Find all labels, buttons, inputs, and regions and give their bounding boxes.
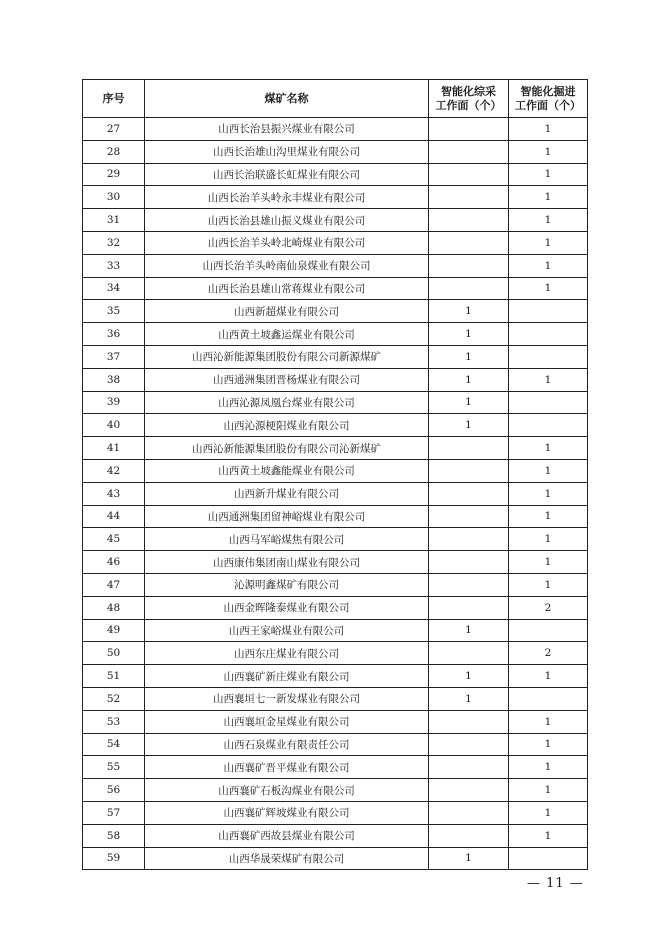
cell-mine-name: 山西襄矿辉坡煤业有限公司	[145, 801, 429, 824]
cell-no: 54	[83, 733, 145, 756]
table-row	[83, 459, 588, 482]
cell-mine-name: 山西黄土坡鑫运煤业有限公司	[145, 323, 429, 346]
cell-fully-mechanized-count	[429, 733, 509, 756]
cell-excavation-count: 2	[509, 642, 588, 665]
cell-excavation-count: 1	[509, 186, 588, 209]
cell-excavation-count: 1	[509, 437, 588, 460]
cell-excavation-count	[509, 687, 588, 710]
cell-mine-name: 山西长治联盛长虹煤业有限公司	[145, 163, 429, 186]
page-number: — 11 —	[527, 876, 584, 891]
cell-mine-name: 沁源明鑫煤矿有限公司	[145, 573, 429, 596]
cell-excavation-count	[509, 300, 588, 323]
cell-no: 49	[83, 619, 145, 642]
cell-mine-name: 山西马军峪煤焦有限公司	[145, 528, 429, 551]
cell-excavation-count: 1	[509, 710, 588, 733]
cell-mine-name: 山西长治县雄山振义煤业有限公司	[145, 209, 429, 232]
table-row	[83, 163, 588, 186]
cell-excavation-count: 1	[509, 459, 588, 482]
cell-mine-name: 山西东庄煤业有限公司	[145, 642, 429, 665]
cell-fully-mechanized-count	[429, 710, 509, 733]
cell-no: 43	[83, 482, 145, 505]
cell-no: 56	[83, 779, 145, 802]
cell-excavation-count: 1	[509, 551, 588, 574]
cell-mine-name: 山西襄垣七一新发煤业有限公司	[145, 687, 429, 710]
cell-fully-mechanized-count	[429, 209, 509, 232]
table-row	[83, 118, 588, 141]
table-row	[83, 437, 588, 460]
cell-excavation-count: 1	[509, 163, 588, 186]
cell-excavation-count: 2	[509, 596, 588, 619]
cell-fully-mechanized-count	[429, 437, 509, 460]
cell-mine-name: 山西长治县雄山常蒋煤业有限公司	[145, 277, 429, 300]
header-fully-mechanized-line1: 智能化综采	[441, 84, 496, 98]
cell-fully-mechanized-count: 1	[429, 619, 509, 642]
cell-fully-mechanized-count	[429, 163, 509, 186]
table-row	[83, 186, 588, 209]
table-row	[83, 779, 588, 802]
table-body	[83, 118, 588, 870]
cell-fully-mechanized-count	[429, 801, 509, 824]
cell-mine-name: 山西襄矿晋平煤业有限公司	[145, 756, 429, 779]
table-row	[83, 140, 588, 163]
cell-excavation-count: 1	[509, 118, 588, 141]
cell-excavation-count	[509, 323, 588, 346]
cell-mine-name: 山西石泉煤业有限责任公司	[145, 733, 429, 756]
cell-fully-mechanized-count: 1	[429, 368, 509, 391]
cell-no: 31	[83, 209, 145, 232]
cell-fully-mechanized-count	[429, 118, 509, 141]
header-row	[83, 80, 588, 118]
cell-excavation-count: 1	[509, 528, 588, 551]
cell-no: 36	[83, 323, 145, 346]
cell-no: 34	[83, 277, 145, 300]
cell-mine-name: 山西新超煤业有限公司	[145, 300, 429, 323]
cell-fully-mechanized-count	[429, 596, 509, 619]
table-row	[83, 323, 588, 346]
coal-mine-table	[82, 79, 588, 870]
cell-mine-name: 山西长治羊头岭北崎煤业有限公司	[145, 231, 429, 254]
cell-excavation-count: 1	[509, 824, 588, 847]
header-excavation-line2: 工作面（个）	[515, 98, 581, 112]
cell-no: 27	[83, 118, 145, 141]
cell-no: 33	[83, 254, 145, 277]
cell-excavation-count: 1	[509, 756, 588, 779]
cell-excavation-count	[509, 391, 588, 414]
cell-fully-mechanized-count: 1	[429, 300, 509, 323]
cell-excavation-count: 1	[509, 254, 588, 277]
cell-excavation-count: 1	[509, 505, 588, 528]
cell-fully-mechanized-count	[429, 482, 509, 505]
cell-fully-mechanized-count	[429, 254, 509, 277]
cell-mine-name: 山西沁新能源集团股份有限公司新源煤矿	[145, 345, 429, 368]
cell-fully-mechanized-count	[429, 551, 509, 574]
cell-excavation-count: 1	[509, 140, 588, 163]
header-name	[145, 80, 429, 118]
table-row	[83, 847, 588, 870]
cell-no: 51	[83, 665, 145, 688]
cell-excavation-count: 1	[509, 779, 588, 802]
table-row	[83, 368, 588, 391]
table-row	[83, 277, 588, 300]
table-row	[83, 824, 588, 847]
cell-excavation-count	[509, 619, 588, 642]
table-row	[83, 391, 588, 414]
cell-mine-name: 山西通洲集团留神峪煤业有限公司	[145, 505, 429, 528]
cell-mine-name: 山西沁源梗阳煤业有限公司	[145, 414, 429, 437]
cell-mine-name: 山西康伟集团南山煤业有限公司	[145, 551, 429, 574]
table-row	[83, 345, 588, 368]
table-row	[83, 619, 588, 642]
cell-no: 46	[83, 551, 145, 574]
table-row	[83, 551, 588, 574]
cell-fully-mechanized-count: 1	[429, 665, 509, 688]
cell-no: 50	[83, 642, 145, 665]
cell-no: 39	[83, 391, 145, 414]
cell-mine-name: 山西长治羊头岭南仙泉煤业有限公司	[145, 254, 429, 277]
header-fully-mechanized	[429, 80, 509, 118]
table-row	[83, 528, 588, 551]
cell-mine-name: 山西通洲集团晋杨煤业有限公司	[145, 368, 429, 391]
cell-mine-name: 山西襄矿新庄煤业有限公司	[145, 665, 429, 688]
cell-no: 57	[83, 801, 145, 824]
cell-fully-mechanized-count	[429, 231, 509, 254]
table-row	[83, 665, 588, 688]
table-row	[83, 596, 588, 619]
cell-no: 45	[83, 528, 145, 551]
cell-fully-mechanized-count	[429, 756, 509, 779]
cell-no: 58	[83, 824, 145, 847]
cell-mine-name: 山西新升煤业有限公司	[145, 482, 429, 505]
cell-mine-name: 山西襄垣金星煤业有限公司	[145, 710, 429, 733]
table-row	[83, 801, 588, 824]
cell-excavation-count: 1	[509, 573, 588, 596]
header-no	[83, 80, 145, 118]
cell-fully-mechanized-count: 1	[429, 323, 509, 346]
cell-excavation-count: 1	[509, 482, 588, 505]
cell-no: 44	[83, 505, 145, 528]
table-row	[83, 642, 588, 665]
cell-fully-mechanized-count: 1	[429, 847, 509, 870]
cell-excavation-count: 1	[509, 368, 588, 391]
cell-no: 41	[83, 437, 145, 460]
cell-no: 38	[83, 368, 145, 391]
cell-fully-mechanized-count	[429, 505, 509, 528]
cell-no: 30	[83, 186, 145, 209]
cell-excavation-count: 1	[509, 733, 588, 756]
cell-fully-mechanized-count	[429, 459, 509, 482]
cell-mine-name: 山西沁源凤凰台煤业有限公司	[145, 391, 429, 414]
cell-no: 59	[83, 847, 145, 870]
cell-mine-name: 山西王家峪煤业有限公司	[145, 619, 429, 642]
cell-fully-mechanized-count	[429, 824, 509, 847]
cell-fully-mechanized-count	[429, 642, 509, 665]
cell-no: 52	[83, 687, 145, 710]
cell-mine-name: 山西沁新能源集团股份有限公司沁新煤矿	[145, 437, 429, 460]
cell-no: 53	[83, 710, 145, 733]
cell-no: 32	[83, 231, 145, 254]
cell-fully-mechanized-count	[429, 186, 509, 209]
cell-fully-mechanized-count: 1	[429, 391, 509, 414]
table-row	[83, 505, 588, 528]
cell-mine-name: 山西长治县振兴煤业有限公司	[145, 118, 429, 141]
cell-fully-mechanized-count: 1	[429, 687, 509, 710]
cell-excavation-count: 1	[509, 209, 588, 232]
cell-fully-mechanized-count	[429, 573, 509, 596]
cell-no: 35	[83, 300, 145, 323]
cell-excavation-count: 1	[509, 801, 588, 824]
header-excavation	[509, 80, 588, 118]
cell-no: 37	[83, 345, 145, 368]
table-row	[83, 482, 588, 505]
table-row	[83, 414, 588, 437]
cell-mine-name: 山西长治羊头岭永丰煤业有限公司	[145, 186, 429, 209]
table-row	[83, 756, 588, 779]
table-row	[83, 254, 588, 277]
table-row	[83, 300, 588, 323]
table-row	[83, 231, 588, 254]
table-row	[83, 209, 588, 232]
cell-excavation-count: 1	[509, 277, 588, 300]
cell-fully-mechanized-count	[429, 277, 509, 300]
cell-fully-mechanized-count: 1	[429, 414, 509, 437]
cell-mine-name: 山西黄土坡鑫能煤业有限公司	[145, 459, 429, 482]
cell-excavation-count	[509, 345, 588, 368]
header-fully-mechanized-line2: 工作面（个）	[435, 98, 502, 112]
table-row	[83, 733, 588, 756]
table-row	[83, 573, 588, 596]
header-excavation-line1: 智能化掘进	[520, 84, 576, 98]
cell-excavation-count: 1	[509, 231, 588, 254]
header-name-label: 煤矿名称	[264, 91, 309, 105]
cell-no: 48	[83, 596, 145, 619]
cell-excavation-count: 1	[509, 665, 588, 688]
cell-excavation-count	[509, 847, 588, 870]
cell-no: 29	[83, 163, 145, 186]
cell-no: 28	[83, 140, 145, 163]
table-row	[83, 687, 588, 710]
cell-mine-name: 山西金晖隆泰煤业有限公司	[145, 596, 429, 619]
cell-fully-mechanized-count	[429, 140, 509, 163]
table-header	[83, 80, 588, 118]
cell-fully-mechanized-count	[429, 779, 509, 802]
cell-no: 47	[83, 573, 145, 596]
cell-mine-name: 山西华晟荣煤矿有限公司	[145, 847, 429, 870]
table-row	[83, 710, 588, 733]
cell-excavation-count	[509, 414, 588, 437]
cell-fully-mechanized-count: 1	[429, 345, 509, 368]
cell-no: 40	[83, 414, 145, 437]
cell-mine-name: 山西襄矿西故县煤业有限公司	[145, 824, 429, 847]
cell-mine-name: 山西襄矿石板沟煤业有限公司	[145, 779, 429, 802]
cell-no: 42	[83, 459, 145, 482]
header-no-label: 序号	[102, 91, 125, 105]
cell-fully-mechanized-count	[429, 528, 509, 551]
cell-no: 55	[83, 756, 145, 779]
cell-mine-name: 山西长治雄山沟里煤业有限公司	[145, 140, 429, 163]
